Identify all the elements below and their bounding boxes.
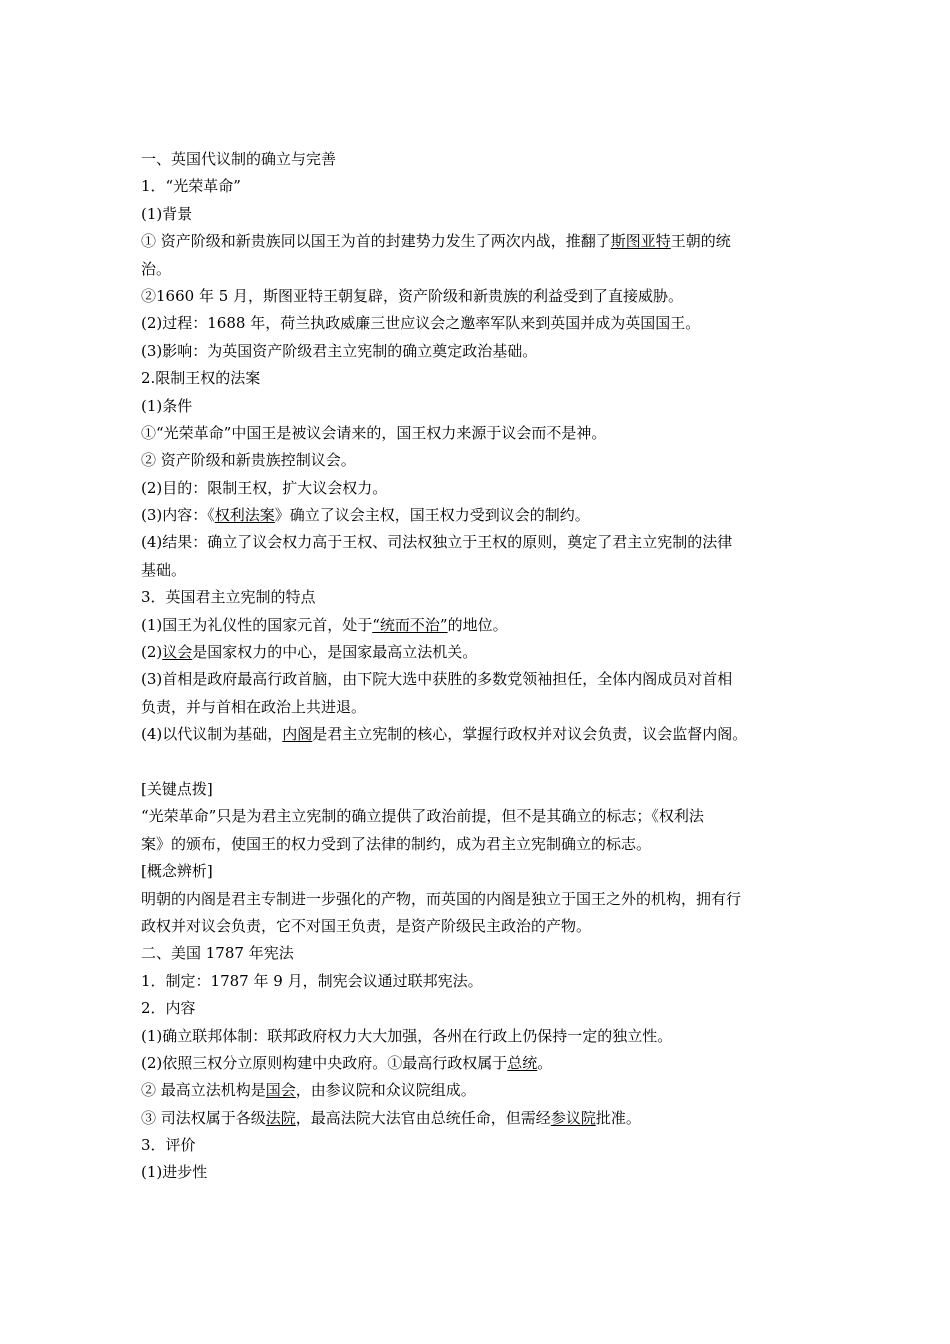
text-line (141, 886, 811, 913)
text-line (141, 666, 811, 693)
text-segment: ② 最高立法机构是 (141, 1081, 266, 1100)
text-segment: [概念辨析] (141, 862, 213, 881)
text-segment: 批准。 (595, 1108, 641, 1127)
text-line (141, 940, 811, 967)
text-segment: (1)进步性 (141, 1163, 208, 1182)
text-line (141, 447, 811, 474)
text-line (141, 338, 811, 365)
text-line (141, 694, 811, 721)
text-segment: “光荣革命”只是为君主立宪制的确立提供了政治前提，但不是其确立的标志；《权利法 (141, 807, 704, 826)
text-segment: 二、美国 1787 年宪法 (141, 944, 294, 963)
text-line (141, 557, 811, 584)
text-segment: 2.限制王权的法案 (141, 369, 261, 388)
text-segment: (3)首相是政府最高行政首脑，由下院大选中获胜的多数党领袖担任，全体内阁成员对首相 (141, 670, 733, 689)
underlined-keyword: “统而不治” (372, 615, 448, 634)
text-segment: ② 资产阶级和新贵族控制议会。 (141, 451, 356, 470)
text-line (141, 1159, 811, 1186)
underlined-keyword: 权利法案 (214, 506, 275, 525)
text-segment: 3．评价 (141, 1136, 196, 1155)
text-line (141, 1077, 811, 1104)
text-line (141, 803, 811, 830)
text-segment: (3)内容：《 (141, 506, 215, 525)
text-segment: ① 资产阶级和新贵族同以国王为首的封建势力发生了两次内战，推翻了 (141, 232, 611, 251)
text-segment: (2) (141, 643, 163, 662)
underlined-keyword: 内阁 (282, 725, 313, 744)
text-line (141, 1023, 811, 1050)
text-segment: [关键点拨] (141, 779, 213, 798)
text-line (141, 776, 811, 803)
text-line (141, 256, 811, 283)
underlined-keyword: 斯图亚特 (610, 232, 671, 251)
text-segment: 3．英国君主立宪制的特点 (141, 588, 316, 607)
text-line (141, 146, 811, 173)
text-line (141, 584, 811, 611)
text-line (141, 529, 811, 556)
text-segment: ，最高法院大法官由总统任命，但需经 (295, 1108, 551, 1127)
text-segment: 治。 (141, 259, 172, 278)
text-segment: 2．内容 (141, 999, 196, 1018)
text-line (141, 502, 811, 529)
text-segment: 是国家权力的中心，是国家最高立法机关。 (192, 643, 478, 662)
text-segment: 负责，并与首相在政治上共进退。 (141, 697, 367, 716)
text-line (141, 365, 811, 392)
text-segment: (1)条件 (141, 396, 193, 415)
text-segment: (2)依照三权分立原则构建中央政府。①最高行政权属于 (141, 1053, 508, 1072)
text-segment: ，由参议院和众议院组成。 (295, 1081, 476, 1100)
text-line (141, 639, 811, 666)
text-line (141, 831, 811, 858)
text-line (141, 1105, 811, 1132)
underlined-keyword: 参议院 (550, 1108, 596, 1127)
text-segment: ③ 司法权属于各级 (141, 1108, 266, 1127)
underlined-keyword: 议会 (162, 643, 193, 662)
text-segment: 政权并对议会负责，它不对国王负责，是资产阶级民主政治的产物。 (141, 916, 592, 935)
text-line (141, 1050, 811, 1077)
text-line (141, 913, 811, 940)
text-segment: (2)过程：1688 年，荷兰执政威廉三世应议会之邀率军队来到英国并成为英国国王。 (141, 314, 701, 333)
text-segment: 王朝的统 (670, 232, 731, 251)
blank-line (141, 749, 811, 776)
text-segment: 1．“光荣革命” (141, 177, 241, 196)
text-line (141, 858, 811, 885)
text-segment: (1)背景 (141, 204, 193, 223)
text-line (141, 420, 811, 447)
text-segment: (4)结果：确立了议会权力高于王权、司法权独立于王权的原则，奠定了君主立宪制的法律 (141, 533, 733, 552)
text-segment: 。 (537, 1053, 553, 1072)
text-line (141, 475, 811, 502)
text-segment: 是君主立宪制的核心，掌握行政权并对议会负责，议会监督内阁。 (312, 725, 748, 744)
text-line (141, 721, 811, 748)
text-segment: 1．制定：1787 年 9 月，制宪会议通过联邦宪法。 (141, 971, 483, 990)
text-segment: (4)以代议制为基础， (141, 725, 283, 744)
text-line (141, 995, 811, 1022)
text-line (141, 173, 811, 200)
text-line (141, 1132, 811, 1159)
text-line (141, 201, 811, 228)
document-body (141, 146, 811, 1187)
text-segment: (3)影响：为英国资产阶级君主立宪制的确立奠定政治基础。 (141, 341, 538, 360)
text-segment: ②1660 年 5 月，斯图亚特王朝复辟，资产阶级和新贵族的利益受到了直接威胁。 (141, 286, 684, 305)
text-line (141, 283, 811, 310)
text-segment: 的地位。 (447, 615, 508, 634)
text-segment: 一、英国代议制的确立与完善 (141, 150, 337, 168)
text-segment: 案》的颁布，使国王的权力受到了法律的制约，成为君主立宪制确立的标志。 (141, 834, 652, 853)
text-segment: (1)国王为礼仪性的国家元首，处于 (141, 615, 373, 634)
underlined-keyword: 总统 (507, 1053, 538, 1072)
underlined-keyword: 法院 (265, 1108, 296, 1127)
text-segment: (1)确立联邦体制：联邦政府权力大大加强，各州在行政上仍保持一定的独立性。 (141, 1026, 673, 1045)
text-segment: (2)目的：限制王权，扩大议会权力。 (141, 478, 388, 497)
text-line (141, 393, 811, 420)
text-segment: 明朝的内阁是君主专制进一步强化的产物，而英国的内阁是独立于国王之外的机构，拥有行 (141, 889, 742, 908)
text-line (141, 612, 811, 639)
text-segment: 基础。 (141, 560, 187, 579)
text-line (141, 228, 811, 255)
text-segment: 》确立了议会主权，国王权力受到议会的制约。 (274, 506, 590, 525)
text-segment: ①“光荣革命”中国王是被议会请来的，国王权力来源于议会而不是神。 (141, 423, 607, 442)
text-line (141, 310, 811, 337)
text-line (141, 968, 811, 995)
underlined-keyword: 国会 (265, 1081, 296, 1100)
